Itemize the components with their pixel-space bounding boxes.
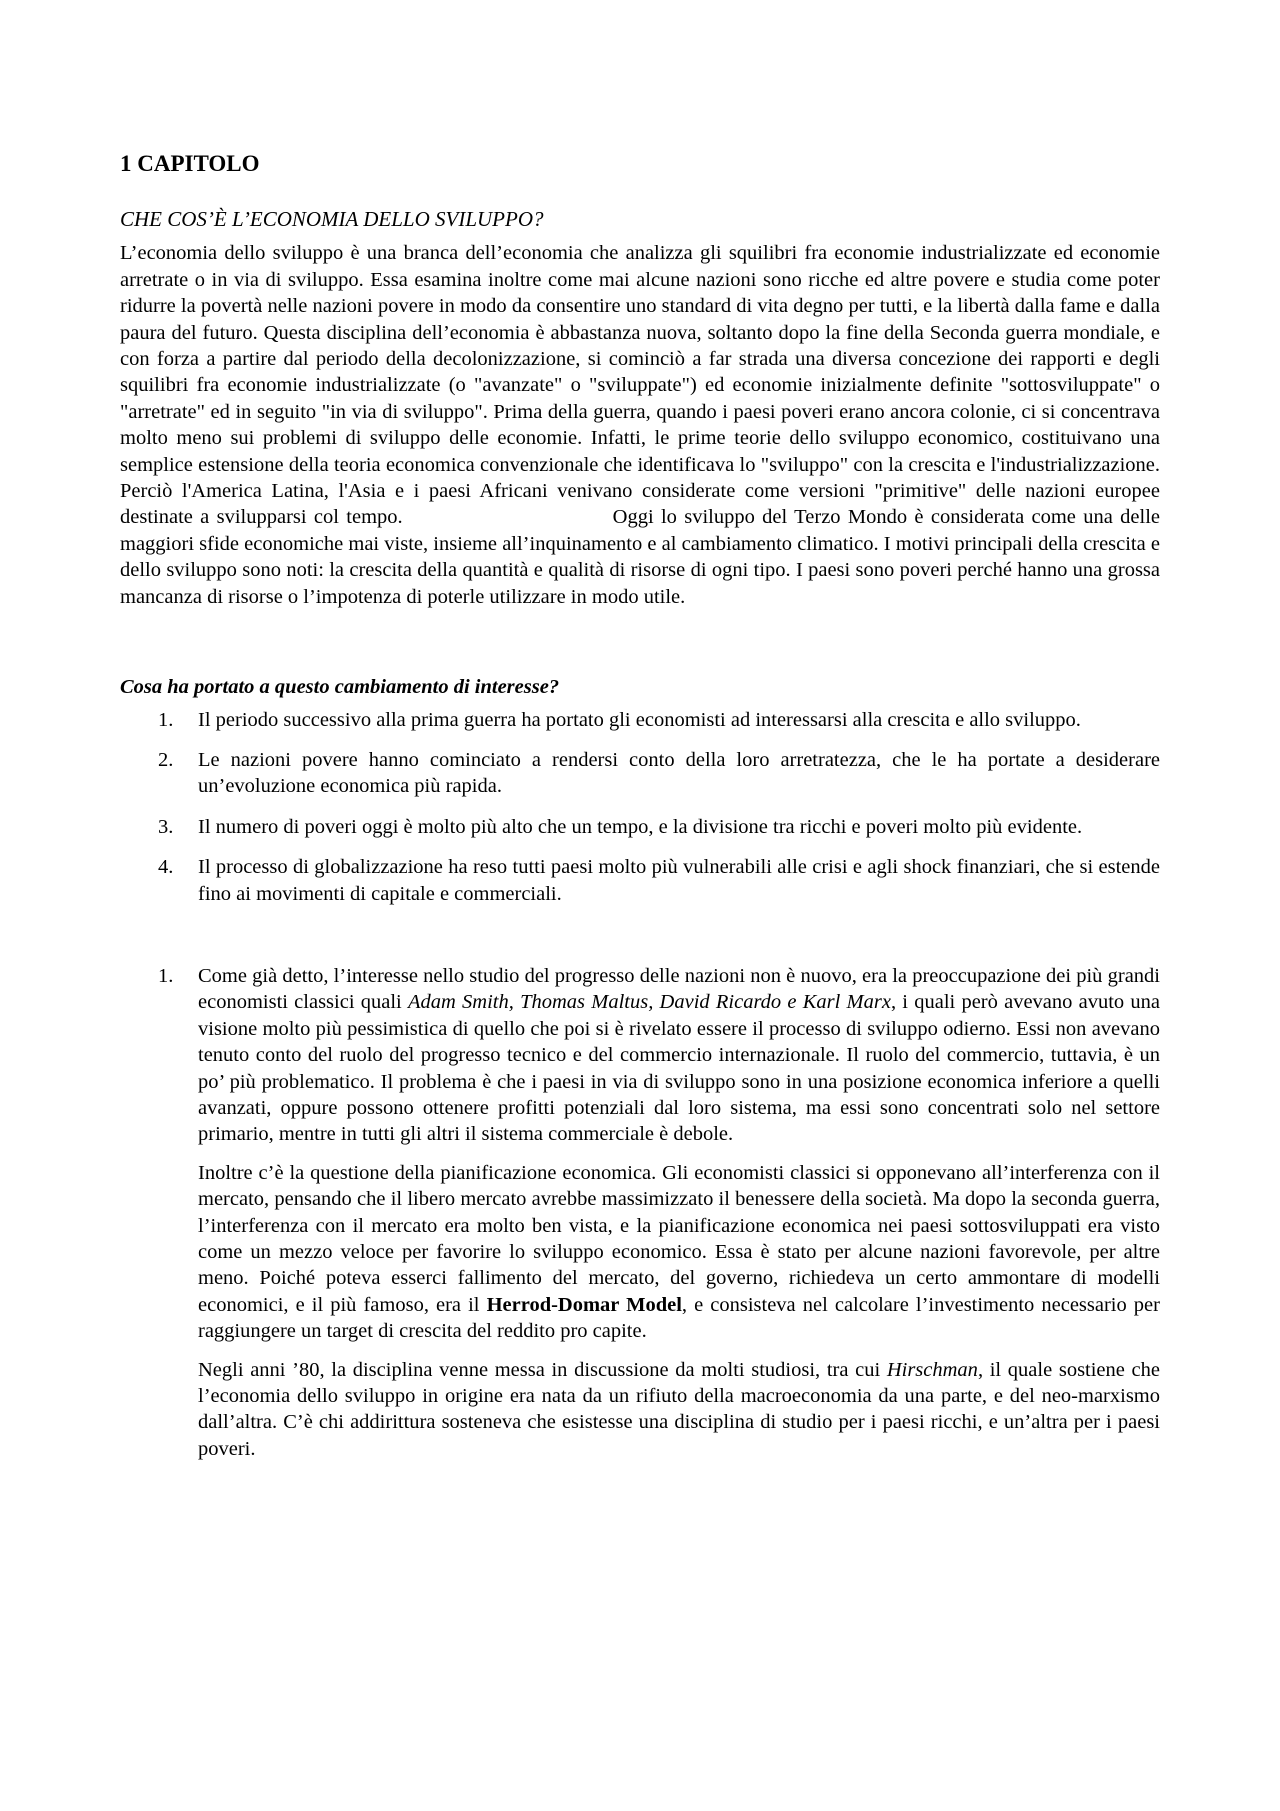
list-item: 1. Il periodo successivo alla prima guerra ha portato gli economisti ad interessarsi alla crescita e allo sviluppo. — [158, 708, 1081, 731]
detail-list — [120, 963, 1160, 1148]
intro-paragraph — [120, 240, 1160, 610]
model-name: Herrod-Domar Model — [486, 1293, 682, 1316]
planning-paragraph: Inoltre c’è la questione della pianificazione economica. Gli economisti classici si opponevano all’interferenza con il mercato, pensando che il libero mercato avrebbe massimizzato il benessere della società. Ma dopo la seconda guerra, l’interferenza con il mercato era molto ben vista, e la pianificazione economica nei paesi sottosviluppati era visto come un mezzo veloce per favorire lo sviluppo economico. Essa è stato per alcune nazioni favorevole, per altre meno. Poiché poteva esserci fallimento del mercato, del governo, richiedeva un certo ammontare di modelli economici, e il più famoso, era il Herrod-Domar Model, e consisteva nel calcolare l’investimento necessario per raggiungere un target di crescita del reddito pro capite. — [198, 1161, 1160, 1343]
intro-part2: Oggi lo sviluppo del Terzo Mondo è considerata come una delle maggiori sfide economiche mai viste, insieme all’inquinamento e al cambiamento climatico. I motivi principali della crescita e dello sviluppo sono noti: la crescita della quantità e qualità di risorse di ogni tipo. I paesi sono poveri perché hanno una grossa mancanza di risorse o l’impotenza di poterle utilizzare in modo utile. — [120, 506, 1160, 608]
list-item: 3. Il numero di poveri oggi è molto più alto che un tempo, e la divisione tra ricchi e poveri molto più evidente. — [158, 815, 1083, 838]
eighties-paragraph: Negli anni ’80, la disciplina venne messa in discussione da molti studiosi, tra cui Hirschman, il quale sostiene che l’economia dello sviluppo in origine era nata da un rifiuto della macroeconomia da una parte, e del neo-marxismo dall’altra. C’è chi addirittura sosteneva che esistesse una disciplina di studio per i paesi ricchi, e un’altra per i paesi poveri. — [198, 1358, 1160, 1460]
intro-part1: L’economia dello sviluppo è una branca dell’economia che analizza gli squilibri fra economie industrializzate ed economie arretrate o in via di sviluppo. Essa esamina inoltre come mai alcune nazioni sono ricche ed altre povere e studia come poter ridurre la povertà nelle nazioni povere in modo da consentire uno standard di vita degno per tutti, e la libertà dalla fame e dalla paura del futuro. Questa disciplina dell’economia è abbastanza nuova, soltanto dopo la fine della Seconda guerra mondiale, e con forza a partire dal periodo della decolonizzazione, si cominciò a far strada una diversa concezione dei rapporti e degli squilibri fra economie industrializzate (o "avanzate" o "sviluppate") ed economie inizialmente definite "sottosviluppate" o "arretrate" ed in seguito "in via di sviluppo". Prima della guerra, quando i paesi poveri erano ancora colonie, ci si concentrava molto meno sui problemi di sviluppo delle economie. Infatti, le prime teorie dello sviluppo economico, costituivano una semplice estensione della teoria economica convenzionale che identificava lo "sviluppo" con la crescita e l'industrializzazione. Perciò l'America Latina, l'Asia e i paesi Africani venivano considerate come versioni "primitive" delle nazioni europee destinate a svilupparsi col tempo. — [120, 242, 1160, 529]
reasons-list — [120, 707, 1160, 907]
document-page — [120, 150, 1160, 1462]
section-title: CHE COS’È L’ECONOMIA DELLO SVILUPPO? — [120, 207, 544, 231]
chapter-title: 1 CAPITOLO — [120, 151, 260, 176]
list-item: 1. Come già detto, l’interesse nello studio del progresso delle nazioni non è nuovo, era la preoccupazione dei più grandi economisti classici quali Adam Smith, Thomas Maltus, David Ricardo e Karl Marx, i quali però avevano avuto una visione molto più pessimistica di quello che poi si è rivelato essere il processo di sviluppo odierno. Essi non avevano tenuto conto del ruolo del progresso tecnico e del commercio internazionale. Il ruolo del commercio, tuttavia, è un po’ più problematico. Il problema è che i paesi in via di sviluppo sono in una posizione economica inferiore a quelli avanzati, oppure possono ottenere profitti potenziali dal loro sistema, ma essi sono concentrati solo nel settore primario, mentre in tutti gli altri il sistema commerciale è debole. — [158, 964, 1160, 1146]
list-item: 2. Le nazioni povere hanno cominciato a rendersi conto della loro arretratezza, che le ha portate a desiderare un’evoluzione economica più rapida. — [158, 748, 1160, 798]
list-item: 4. Il processo di globalizzazione ha reso tutti paesi molto più vulnerabili alle crisi e agli shock finanziari, che si estende fino ai movimenti di capitale e commerciali. — [158, 856, 1160, 905]
author-name: Hirschman — [886, 1358, 978, 1381]
question-title: Cosa ha portato a questo cambiamento di interesse? — [120, 676, 560, 699]
classical-economists: Adam Smith, Thomas Maltus, David Ricardo e Karl Marx — [407, 991, 891, 1014]
